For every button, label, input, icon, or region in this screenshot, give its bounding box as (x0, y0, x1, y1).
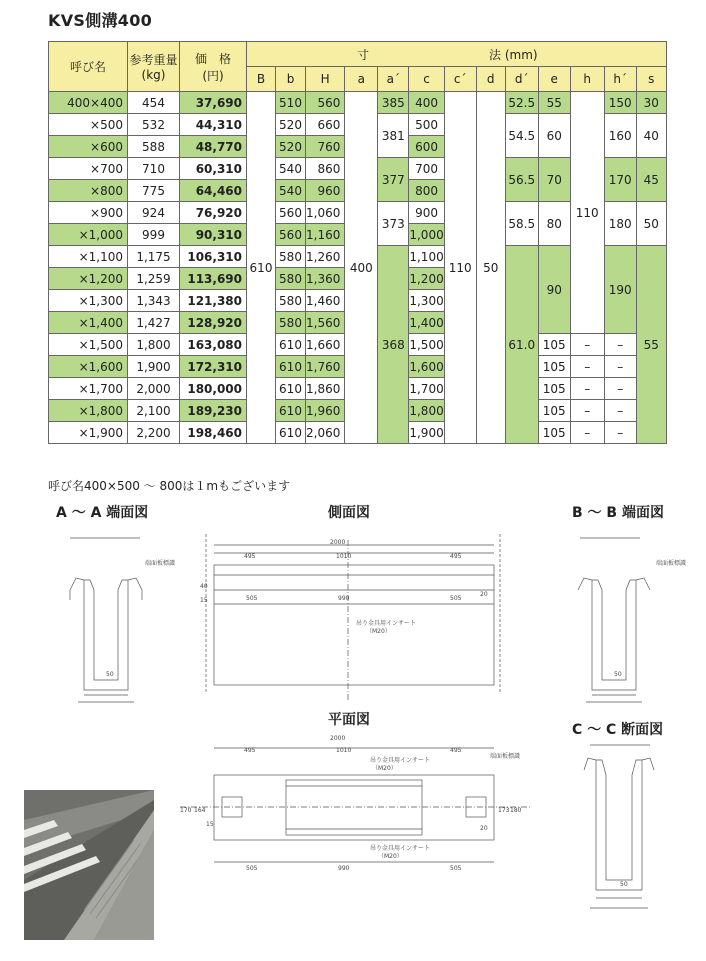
col-c: 1,900 (409, 422, 444, 444)
col-c: 1,300 (409, 290, 444, 312)
row-name: ×1,700 (49, 378, 128, 400)
svg-text:20: 20 (480, 825, 488, 832)
col-d2: 58.5 (505, 202, 538, 246)
plan-view-drawing (180, 748, 530, 862)
col-b: 560 (276, 224, 306, 246)
row-price: 121,380 (180, 290, 247, 312)
row-price: 60,310 (180, 158, 247, 180)
aa-section-title: A ～ A 端面図 (56, 505, 149, 521)
row-weight: 924 (128, 202, 180, 224)
col-c: 1,200 (409, 268, 444, 290)
row-weight: 1,259 (128, 268, 180, 290)
svg-text:990: 990 (338, 865, 350, 872)
row-name: ×700 (49, 158, 128, 180)
row-weight: 1,900 (128, 356, 180, 378)
row-weight: 1,343 (128, 290, 180, 312)
col-h2: – (604, 422, 636, 444)
svg-text:吊り金具用インサート: 吊り金具用インサート (370, 845, 431, 852)
col-e: 105 (538, 422, 570, 444)
col-s: 30 (636, 92, 666, 114)
col-h-top: 110 (570, 92, 604, 334)
col-header-7: d (476, 67, 505, 92)
row-name: ×1,200 (49, 268, 128, 290)
svg-text:15: 15 (206, 821, 214, 828)
col-s: 50 (636, 202, 666, 246)
col-H: 1,460 (306, 290, 345, 312)
svg-text:505: 505 (450, 865, 462, 872)
col-b: 520 (276, 136, 306, 158)
col-h2: – (604, 378, 636, 400)
svg-text:40: 40 (200, 583, 208, 590)
col-H: 1,560 (306, 312, 345, 334)
col-s: 45 (636, 158, 666, 202)
col-header-0: B (247, 67, 276, 92)
col-header-2: H (306, 67, 345, 92)
row-name: ×500 (49, 114, 128, 136)
col-c: 700 (409, 158, 444, 180)
col-b: 510 (276, 92, 306, 114)
svg-text:173: 173 (498, 807, 510, 814)
row-name: ×1,400 (49, 312, 128, 334)
row-price: 44,310 (180, 114, 247, 136)
svg-text:（M20）: （M20） (366, 628, 391, 635)
row-name: ×1,300 (49, 290, 128, 312)
col-H: 1,360 (306, 268, 345, 290)
row-weight: 2,100 (128, 400, 180, 422)
col-h2: 180 (604, 202, 636, 246)
col-a2: 381 (378, 114, 409, 158)
row-price: 76,920 (180, 202, 247, 224)
row-name: ×800 (49, 180, 128, 202)
svg-text:端面板標識: 端面板標識 (490, 753, 521, 760)
row-name: ×1,900 (49, 422, 128, 444)
col-h2: 150 (604, 92, 636, 114)
col-H: 960 (306, 180, 345, 202)
col-header-11: h´ (604, 67, 636, 92)
row-weight: 775 (128, 180, 180, 202)
col-header-9: e (538, 67, 570, 92)
svg-text:端面板標識: 端面板標識 (145, 560, 176, 567)
col-b: 610 (276, 334, 306, 356)
col-b: 560 (276, 202, 306, 224)
col-h2: 190 (604, 246, 636, 334)
row-price: 48,770 (180, 136, 247, 158)
col-c: 500 (409, 114, 444, 136)
row-weight: 588 (128, 136, 180, 158)
col-e: 80 (538, 202, 570, 246)
col-d: 50 (476, 92, 505, 444)
row-weight: 454 (128, 92, 180, 114)
svg-text:50: 50 (614, 671, 622, 678)
svg-text:吊り金具用インサート: 吊り金具用インサート (370, 757, 431, 764)
col-H: 1,860 (306, 378, 345, 400)
col-b: 610 (276, 400, 306, 422)
col-c: 1,700 (409, 378, 444, 400)
row-name: ×900 (49, 202, 128, 224)
col-e: 105 (538, 356, 570, 378)
col-c: 900 (409, 202, 444, 224)
svg-text:505: 505 (246, 595, 258, 602)
row-name: ×1,800 (49, 400, 128, 422)
col-a2: 385 (378, 92, 409, 114)
col-e: 70 (538, 158, 570, 202)
col-e: 90 (538, 246, 570, 334)
row-weight: 999 (128, 224, 180, 246)
row-weight: 1,175 (128, 246, 180, 268)
col-h-dash: – (570, 422, 604, 444)
col-c: 1,600 (409, 356, 444, 378)
col-e: 60 (538, 114, 570, 158)
col-header-4: a´ (378, 67, 409, 92)
col-h2: – (604, 400, 636, 422)
col-b: 540 (276, 158, 306, 180)
col-a2: 368 (378, 246, 409, 444)
bb-section-title: B ～ B 端面図 (572, 505, 664, 521)
col-c: 800 (409, 180, 444, 202)
svg-text:（M20）: （M20） (378, 853, 403, 860)
col-H: 760 (306, 136, 345, 158)
col-c: 400 (409, 92, 444, 114)
col-d2: 54.5 (505, 114, 538, 158)
col-b: 580 (276, 312, 306, 334)
row-name: ×600 (49, 136, 128, 158)
col-H: 2,060 (306, 422, 345, 444)
col-h2: 160 (604, 114, 636, 158)
col-header-5: c (409, 67, 444, 92)
col-h2: – (604, 334, 636, 356)
row-price: 189,230 (180, 400, 247, 422)
col-c: 600 (409, 136, 444, 158)
svg-text:495: 495 (450, 553, 462, 560)
col-b: 540 (276, 180, 306, 202)
plan-view-title: 平面図 (328, 712, 370, 728)
page-title: KVS側溝400 (48, 11, 153, 30)
col-b: 610 (276, 422, 306, 444)
col-b: 580 (276, 268, 306, 290)
svg-text:50: 50 (620, 881, 628, 888)
col-name-header: 呼び名 (49, 42, 128, 92)
col-s: 40 (636, 114, 666, 158)
col-header-6: c´ (444, 67, 476, 92)
col-B: 610 (247, 92, 276, 444)
svg-text:164: 164 (194, 807, 206, 814)
row-price: 198,460 (180, 422, 247, 444)
svg-text:180: 180 (510, 807, 522, 814)
row-price: 37,690 (180, 92, 247, 114)
col-header-10: h (570, 67, 604, 92)
row-name: ×1,000 (49, 224, 128, 246)
svg-text:495: 495 (244, 553, 256, 560)
svg-text:1010: 1010 (336, 747, 352, 754)
row-name: 400×400 (49, 92, 128, 114)
col-h-dash: – (570, 378, 604, 400)
col-h-dash: – (570, 400, 604, 422)
row-price: 172,310 (180, 356, 247, 378)
svg-text:（M20）: （M20） (372, 765, 397, 772)
row-weight: 2,000 (128, 378, 180, 400)
col-b: 580 (276, 290, 306, 312)
col-h-dash: – (570, 356, 604, 378)
col-b: 610 (276, 356, 306, 378)
col-H: 1,260 (306, 246, 345, 268)
col-c: 1,000 (409, 224, 444, 246)
col-h2: – (604, 356, 636, 378)
col-a2: 373 (378, 202, 409, 246)
col-c: 1,800 (409, 400, 444, 422)
row-name: ×1,600 (49, 356, 128, 378)
col-H: 560 (306, 92, 345, 114)
col-s: 55 (636, 246, 666, 444)
svg-text:505: 505 (246, 865, 258, 872)
col-weight-header: 参考重量 (kg) (128, 42, 180, 92)
row-price: 180,000 (180, 378, 247, 400)
svg-text:1010: 1010 (336, 553, 352, 560)
svg-text:20: 20 (480, 591, 488, 598)
svg-text:50: 50 (106, 671, 114, 678)
row-weight: 2,200 (128, 422, 180, 444)
col-H: 860 (306, 158, 345, 180)
svg-text:495: 495 (244, 747, 256, 754)
col-H: 1,060 (306, 202, 345, 224)
svg-text:2000: 2000 (330, 539, 346, 546)
col-d2: 61.0 (505, 246, 538, 444)
row-price: 106,310 (180, 246, 247, 268)
row-price: 163,080 (180, 334, 247, 356)
col-d2: 56.5 (505, 158, 538, 202)
row-price: 128,920 (180, 312, 247, 334)
col-c: 1,500 (409, 334, 444, 356)
svg-text:吊り金具用インサート: 吊り金具用インサート (356, 620, 417, 627)
row-weight: 1,427 (128, 312, 180, 334)
col-h2: 170 (604, 158, 636, 202)
svg-text:990: 990 (338, 595, 350, 602)
col-header-1: b (276, 67, 306, 92)
col-e: 105 (538, 400, 570, 422)
row-name: ×1,100 (49, 246, 128, 268)
col-H: 1,660 (306, 334, 345, 356)
col-price-header: 価 格 (円) (180, 42, 247, 92)
footnote: 呼び名400×500 ～ 800は１mもございます (48, 479, 291, 493)
svg-text:端面板標識: 端面板標識 (656, 560, 687, 567)
col-header-12: s (636, 67, 666, 92)
cc-section-title: C ～ C 断面図 (572, 722, 664, 738)
row-price: 113,690 (180, 268, 247, 290)
col-b: 520 (276, 114, 306, 136)
row-weight: 532 (128, 114, 180, 136)
svg-text:15: 15 (200, 597, 208, 604)
col-b: 580 (276, 246, 306, 268)
col-H: 660 (306, 114, 345, 136)
col-c: 1,400 (409, 312, 444, 334)
col-e: 105 (538, 378, 570, 400)
col-H: 1,160 (306, 224, 345, 246)
product-photo (24, 790, 154, 940)
side-view-title: 側面図 (328, 505, 370, 521)
col-d2: 52.5 (505, 92, 538, 114)
col-b: 610 (276, 378, 306, 400)
svg-text:505: 505 (450, 595, 462, 602)
row-price: 64,460 (180, 180, 247, 202)
col-e: 105 (538, 334, 570, 356)
col-H: 1,960 (306, 400, 345, 422)
dims-header: 寸 法 (mm) (247, 42, 667, 67)
col-c2: 110 (444, 92, 476, 444)
cc-section-drawing (584, 745, 654, 908)
col-header-3: a (345, 67, 378, 92)
col-a: 400 (345, 92, 378, 444)
svg-text:2000: 2000 (330, 735, 346, 742)
svg-text:495: 495 (450, 747, 462, 754)
row-price: 90,310 (180, 224, 247, 246)
svg-text:170: 170 (180, 807, 192, 814)
col-header-8: d´ (505, 67, 538, 92)
row-weight: 1,800 (128, 334, 180, 356)
col-h-dash: – (570, 334, 604, 356)
row-weight: 710 (128, 158, 180, 180)
col-H: 1,760 (306, 356, 345, 378)
col-e: 55 (538, 92, 570, 114)
col-a2: 377 (378, 158, 409, 202)
row-name: ×1,500 (49, 334, 128, 356)
col-c: 1,100 (409, 246, 444, 268)
